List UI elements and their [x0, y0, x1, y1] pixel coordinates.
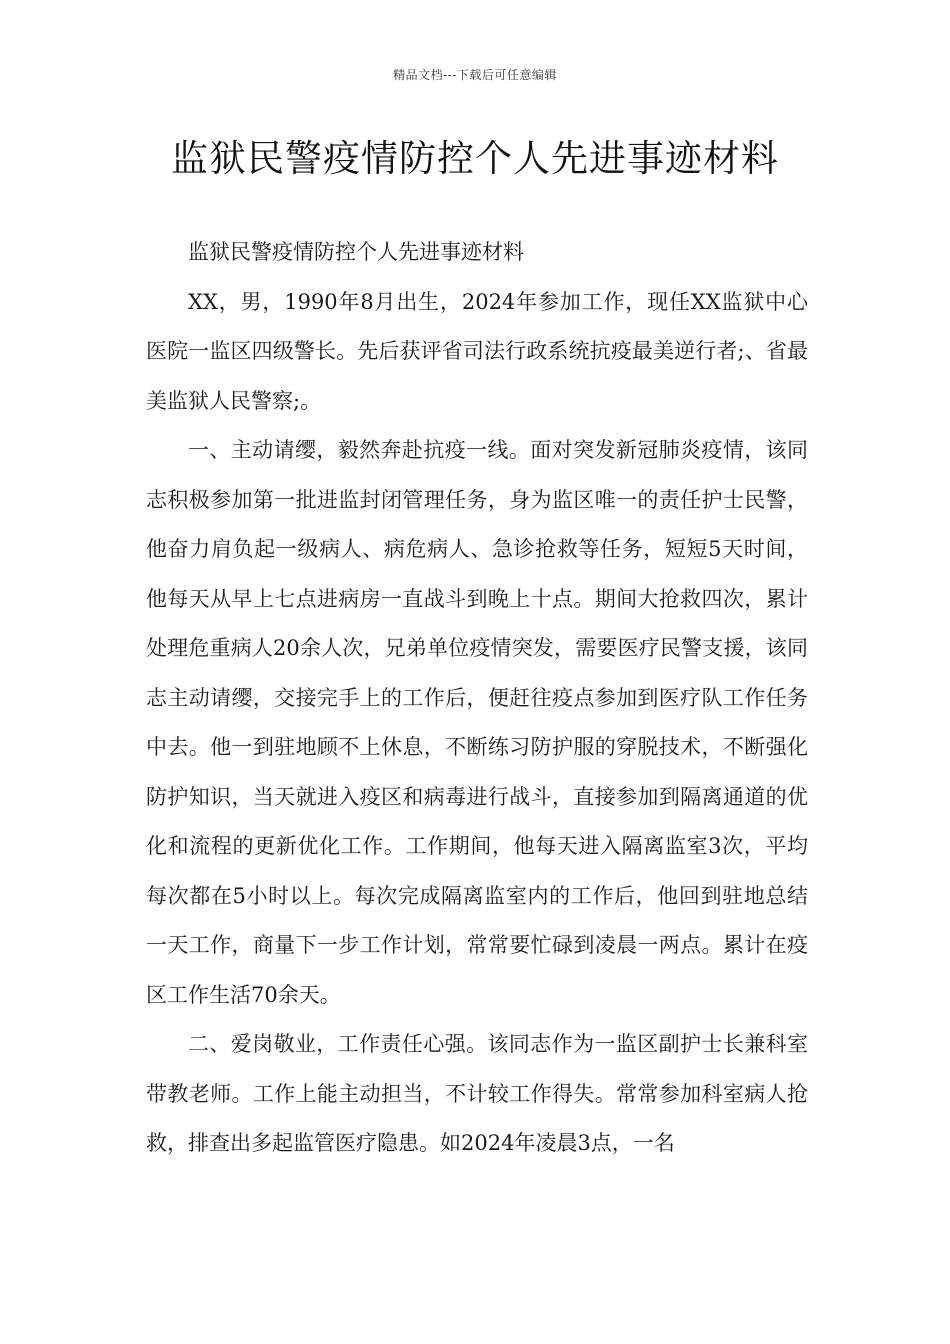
paragraph-intro: XX，男，1990年8月出生，2024年参加工作，现任XX监狱中心医院一监区四级警长。先后获评省司法行政系统抗疫最美逆行者;、省最美监狱人民警察;。: [146, 289, 808, 413]
document-title: 监狱民警疫情防控个人先进事迹材料: [171, 137, 779, 180]
paragraph-section-1: 一、主动请缨，毅然奔赴抗疫一线。面对突发新冠肺炎疫情，该同志积极参加第一批进监封闭管理任务，身为监区唯一的责任护士民警，他奋力肩负起一级病人、病危病人、急诊抢救等任务，短短5天时间，他每天从早上七点进病房一直战斗到晚上十点。期间大抢救四次，累计处理危重病人20余人次，兄弟单位疫情突发，需要医疗民警支援，该同志主动请缨，交接完手上的工作后，便赶往疫点参加到医疗队工作任务中去。他一到驻地顾不上休息，不断练习防护服的穿脱技术，不断强化防护知识，当天就进入疫区和病毒进行战斗，直接参加到隔离通道的优化和流程的更新优化工作。工作期间，他每天进入隔离监室3次，平均每次都在5小时以上。每次完成隔离监室内的工作后，他回到驻地总结一天工作，商量下一步工作计划，常常要忙碌到凌晨一两点。累计在疫区工作生活70余天。: [146, 438, 808, 1007]
paragraph-section-2: 二、爱岗敬业，工作责任心强。该同志作为一监区副护士长兼科室带教老师。工作上能主动担当，不计较工作得失。常常参加科室病人抢救，排查出多起监管医疗隐患。如2024年凌晨3点，一名: [146, 1032, 808, 1155]
document-body: [146, 228, 808, 1169]
paragraph-subtitle: 监狱民警疫情防控个人先进事迹材料: [188, 240, 524, 264]
header-note: 精品文档---下载后可任意编辑: [393, 68, 557, 82]
